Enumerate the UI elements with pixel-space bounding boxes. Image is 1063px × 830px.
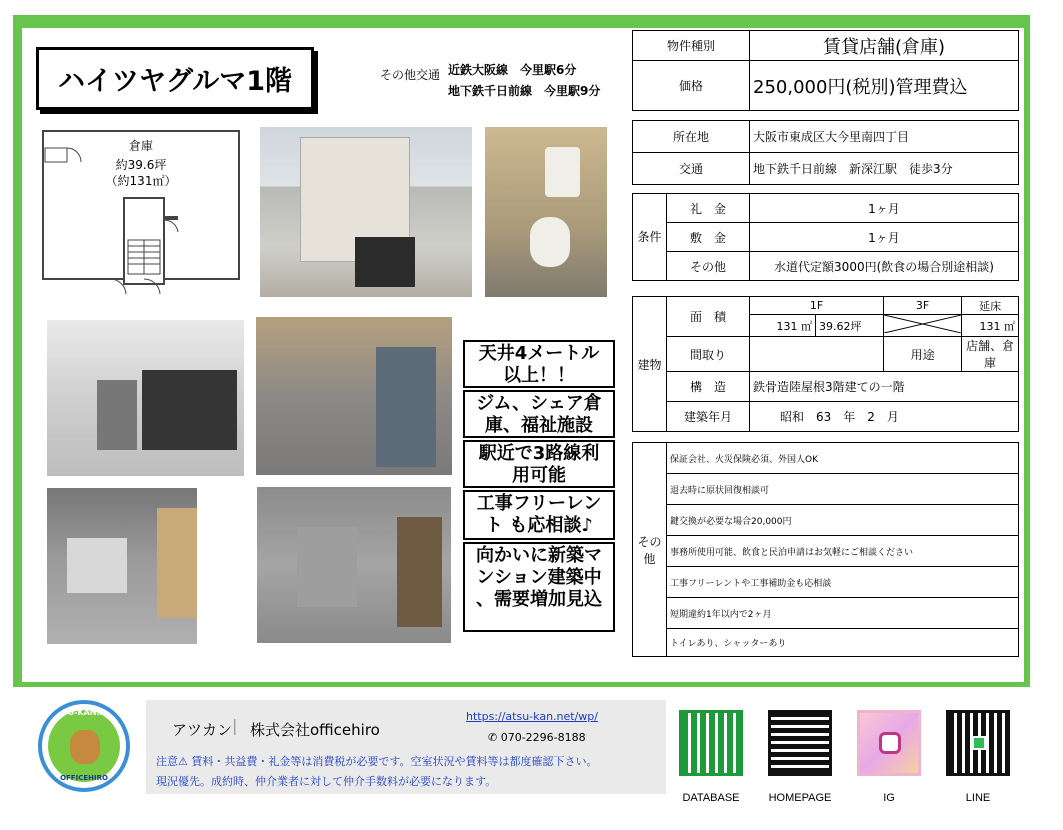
other-condition-value: 水道代定額3000円(飲食の場合別途相談) <box>750 252 1019 281</box>
company-logo <box>38 700 130 792</box>
access-line-2: 地下鉄千日前線 今里駅9分 <box>448 84 601 98</box>
homepage-qr-code[interactable] <box>768 710 832 776</box>
instagram-icon <box>879 732 901 754</box>
phone-number: 070-2296-8188 <box>500 731 586 744</box>
address-label: 所在地 <box>633 121 750 153</box>
logo-text-bottom: OFFICEHIRO <box>60 774 108 782</box>
company-short-name: アツカン <box>172 721 233 739</box>
use-label: 用途 <box>884 337 962 372</box>
access-label: その他交通 <box>380 68 441 82</box>
deposit-value: 1ヶ月 <box>750 223 1019 252</box>
structure-label: 構 造 <box>667 372 750 402</box>
note-1: 保証会社、火災保険必須、外国人OK <box>667 443 1019 474</box>
website-link[interactable]: https://atsu-kan.net/wp/ <box>466 710 598 723</box>
warehouse-interior-photo-1 <box>256 317 452 475</box>
type-value: 賃貸店舗(倉庫) <box>750 31 1019 61</box>
other-condition-label: その他 <box>667 252 750 281</box>
note-4: 事務所使用可能、飲食と民泊申請はお気軽にご相談ください <box>667 536 1019 567</box>
instagram-qr-code[interactable] <box>857 710 921 776</box>
property-title: ハイツヤグルマ1階 <box>58 66 292 97</box>
qr-label-ig: IG <box>883 792 895 804</box>
line-qr-code[interactable] <box>946 710 1010 776</box>
floor1-tsubo: 39.62坪 <box>816 315 884 337</box>
floor-plan-sqm: （約131㎡） <box>105 174 177 188</box>
structure-value: 鉄骨造陸屋根3階建ての一階 <box>750 372 1019 402</box>
use-value: 店舗、倉庫 <box>962 337 1019 372</box>
floor3-empty-cell <box>884 315 962 337</box>
floor1-label: 1F <box>750 297 884 315</box>
line-icon <box>972 736 986 750</box>
area-label: 面 積 <box>667 297 750 337</box>
logo-text-top: ATSU-KAN.NET <box>50 708 118 717</box>
floor1-sqm: 131 ㎡ <box>750 315 816 337</box>
built-value: 昭和 63 年 2 月 <box>750 402 1019 432</box>
floor3-label: 3F <box>884 297 962 315</box>
company-name: 株式会社officehiro <box>250 721 380 739</box>
note-7: トイレあり、シャッターあり <box>667 629 1019 657</box>
company-divider: | <box>232 716 238 735</box>
note-6: 短期違約1年以内で2ヶ月 <box>667 598 1019 629</box>
address-value: 大阪市東成区大今里南四丁目 <box>750 121 1019 153</box>
layout-label: 間取り <box>667 337 750 372</box>
other-section: その他 <box>633 443 667 657</box>
note-2: 退去時に原状回復相談可 <box>667 474 1019 505</box>
building-table <box>632 296 1019 432</box>
floor-plan-room: 倉庫 <box>128 139 153 153</box>
shutter-front-photo <box>47 320 244 476</box>
building-exterior-photo <box>260 127 472 297</box>
key-money-label: 礼 金 <box>667 194 750 223</box>
conditions-section: 条件 <box>633 194 667 281</box>
key-money-value: 1ヶ月 <box>750 194 1019 223</box>
other-notes-table <box>632 442 1019 657</box>
total-floor-label: 延床 <box>962 297 1019 315</box>
access-line-1: 近鉄大阪線 今里駅6分 <box>448 63 577 77</box>
built-label: 建築年月 <box>667 402 750 432</box>
property-title-box <box>36 47 314 110</box>
total-sqm: 131 ㎡ <box>962 315 1019 337</box>
qr-label-database: DATABASE <box>682 792 740 804</box>
floor-plan-tsubo: 約39.6坪 <box>115 158 167 172</box>
type-price-table <box>632 30 1019 111</box>
feature-free-rent: 工事フリーレン ト も応相談♪ <box>463 490 615 540</box>
feature-station: 駅近で3路線利 用可能 <box>463 440 615 488</box>
qr-label-line: LINE <box>965 792 991 804</box>
warehouse-interior-photo-3 <box>257 487 451 643</box>
notice-line-1: 注意⚠ 賃料・共益費・礼金等は消費税が必要です。空室状況や賃料等は都度確認下さい。 <box>156 755 598 768</box>
transit-label: 交通 <box>633 153 750 185</box>
building-section: 建物 <box>633 297 667 432</box>
phone-icon: ✆ <box>488 731 498 744</box>
cross-mark <box>884 315 961 333</box>
notice-line-2: 現況優先。成約時、仲介業者に対して仲介手数料が必要になります。 <box>156 775 497 788</box>
database-qr-code[interactable] <box>679 710 743 776</box>
toilet-photo <box>485 127 607 297</box>
feature-ceiling: 天井4メートル 以上！！ <box>463 340 615 388</box>
phone <box>488 731 586 744</box>
feature-demand: 向かいに新築マ ンション建築中 、需要増加見込 <box>463 542 615 632</box>
note-3: 鍵交換が必要な場合20,000円 <box>667 505 1019 536</box>
feature-use: ジム、シェア倉 庫、福祉施設 <box>463 390 615 438</box>
deposit-label: 敷 金 <box>667 223 750 252</box>
layout-value <box>750 337 884 372</box>
warehouse-interior-photo-2 <box>47 488 197 644</box>
price-value: 250,000円(税別)管理費込 <box>750 61 1019 111</box>
conditions-table <box>632 193 1019 281</box>
note-5: 工事フリーレントや工事補助金も応相談 <box>667 567 1019 598</box>
address-table <box>632 120 1019 185</box>
floor-plan <box>40 128 242 298</box>
type-label: 物件種別 <box>633 31 750 61</box>
price-label: 価格 <box>633 61 750 111</box>
transit-value: 地下鉄千日前線 新深江駅 徒歩3分 <box>750 153 1019 185</box>
qr-label-homepage: HOMEPAGE <box>768 792 832 804</box>
